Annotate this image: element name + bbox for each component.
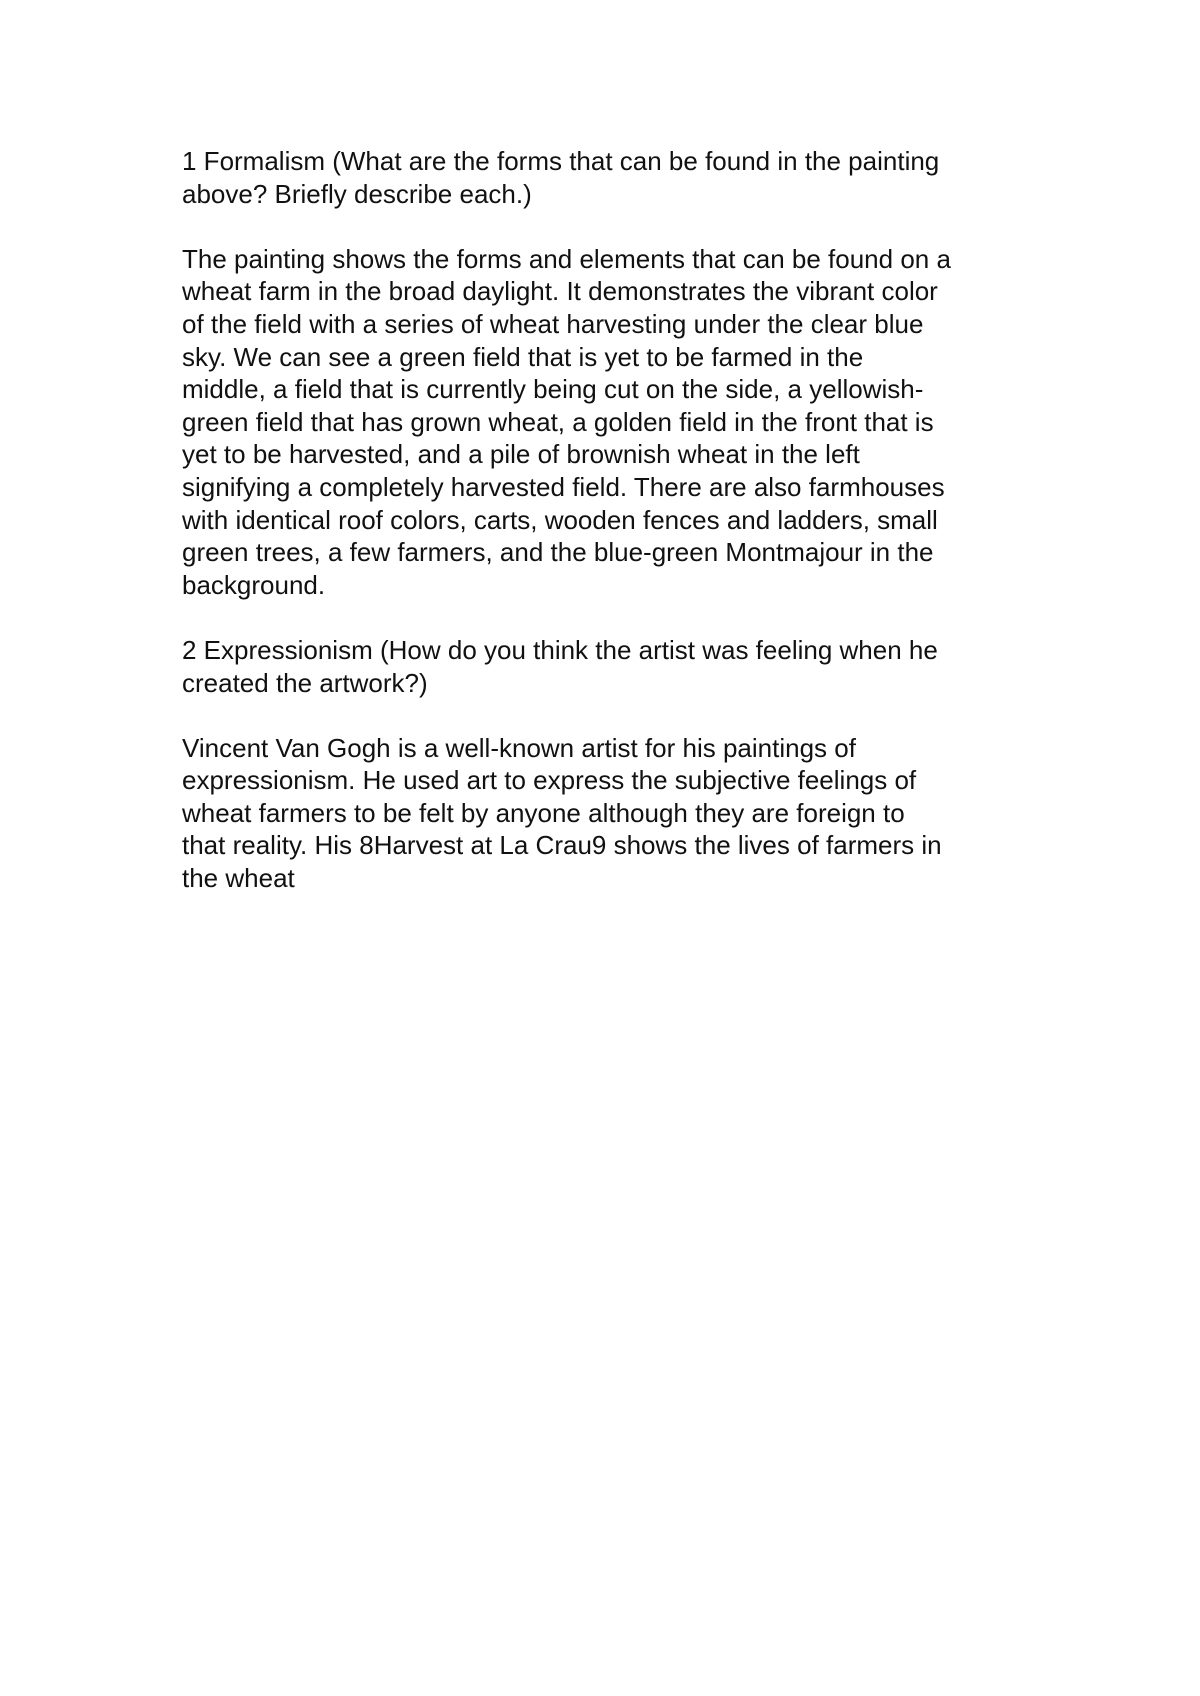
answer-2-paragraph xyxy=(182,732,1042,895)
text-line: green field that has grown wheat, a golden field in the front that is xyxy=(182,406,934,437)
text-line: 1 Formalism (What are the forms that can be found in the painting xyxy=(182,146,940,176)
text-line: sky. We can see a green field that is yet to be farmed in the xyxy=(182,341,864,372)
question-1-paragraph xyxy=(182,145,1042,210)
text-line: 2 Expressionism (How do you think the artist was feeling when he xyxy=(182,634,938,665)
text-line: Vincent Van Gogh is a well-known artist for his paintings of xyxy=(182,732,856,763)
question-2-paragraph xyxy=(182,634,1042,699)
text-line: of the field with a series of wheat harvesting under the clear blue xyxy=(182,308,924,339)
text-line: above? Briefly describe each.) xyxy=(182,178,532,209)
text-line: the wheat xyxy=(182,863,295,894)
text-line: yet to be harvested, and a pile of brownish wheat in the left xyxy=(182,439,860,470)
text-line: that reality. His 8Harvest at La Crau9 shows the lives of farmers in xyxy=(182,830,942,861)
text-line: created the artwork?) xyxy=(182,667,428,698)
text-line: with identical roof colors, carts, wooden fences and ladders, small xyxy=(182,504,938,535)
text-line: wheat farmers to be felt by anyone although they are foreign to xyxy=(182,797,905,828)
text-line: green trees, a few farmers, and the blue-green Montmajour in the xyxy=(182,537,934,568)
answer-1-paragraph xyxy=(182,243,1042,602)
text-line: background. xyxy=(182,569,326,600)
text-line: wheat farm in the broad daylight. It demonstrates the vibrant color xyxy=(182,276,938,307)
text-line: expressionism. He used art to express the subjective feelings of xyxy=(182,765,917,796)
document-body xyxy=(182,145,1042,927)
text-line: middle, a field that is currently being cut on the side, a yellowish- xyxy=(182,374,924,405)
text-line: The painting shows the forms and elements that can be found on a xyxy=(182,243,951,274)
text-line: signifying a completely harvested field. There are also farmhouses xyxy=(182,471,945,502)
